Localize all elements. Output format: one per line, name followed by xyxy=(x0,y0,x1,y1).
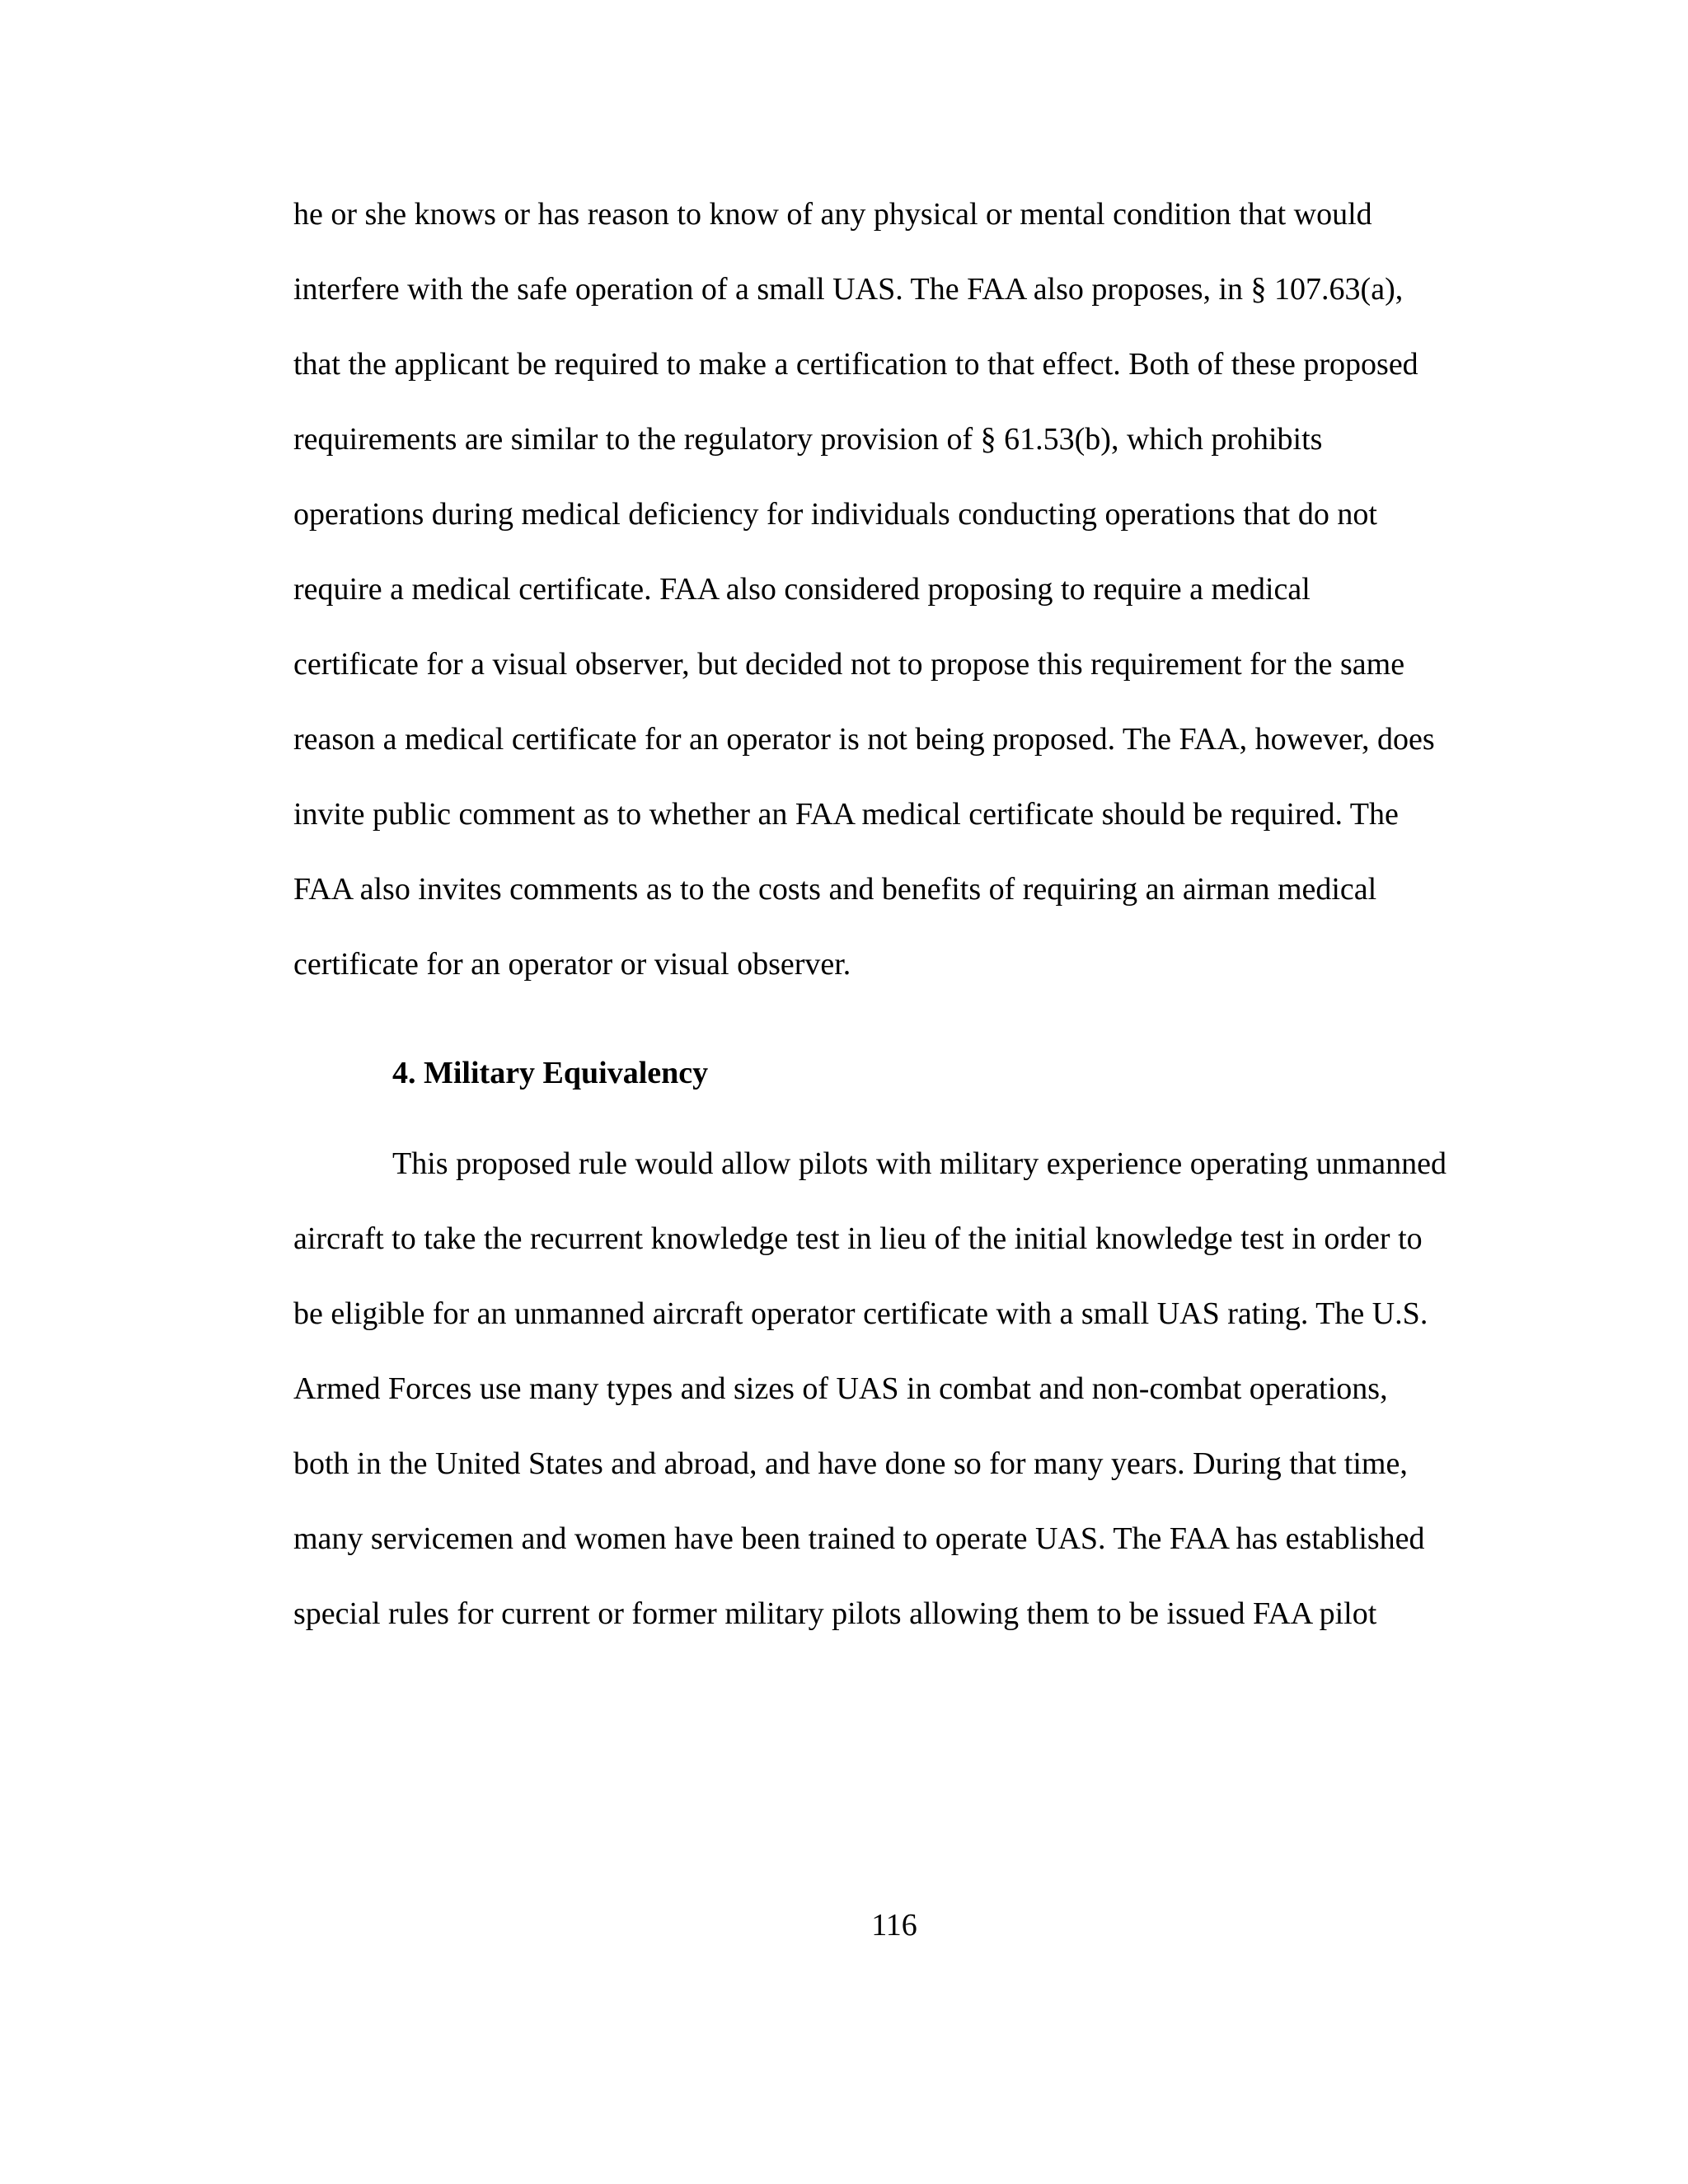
paragraph-line: certificate for an operator or visual observer. xyxy=(293,947,851,982)
paragraph-line: certificate for a visual observer, but decided not to propose this requirement for the same xyxy=(293,647,1405,682)
paragraph-line: Armed Forces use many types and sizes of UAS in combat and non-combat operations, xyxy=(293,1371,1388,1406)
paragraph-line: he or she knows or has reason to know of any physical or mental condition that would xyxy=(293,197,1372,232)
paragraph-line: aircraft to take the recurrent knowledge test in lieu of the initial knowledge test in order to xyxy=(293,1221,1423,1256)
paragraph-line: operations during medical deficiency for individuals conducting operations that do not xyxy=(293,497,1377,532)
paragraph-line: FAA also invites comments as to the costs and benefits of requiring an airman medical xyxy=(293,872,1377,907)
paragraph-line: This proposed rule would allow pilots with military experience operating unmanned xyxy=(392,1146,1447,1181)
paragraph-line: many servicemen and women have been trained to operate UAS. The FAA has established xyxy=(293,1521,1425,1556)
paragraph-line: reason a medical certificate for an operator is not being proposed. The FAA, however, does xyxy=(293,722,1435,757)
paragraph-line: requirements are similar to the regulatory provision of § 61.53(b), which prohibits xyxy=(293,422,1323,457)
paragraph-line: both in the United States and abroad, and have done so for many years. During that time, xyxy=(293,1446,1408,1481)
section-heading: 4. Military Equivalency xyxy=(392,1056,709,1090)
page-number: 116 xyxy=(871,1908,917,1943)
paragraph-line: interfere with the safe operation of a small UAS. The FAA also proposes, in § 107.63(a), xyxy=(293,272,1404,307)
paragraph-line: require a medical certificate. FAA also considered proposing to require a medical xyxy=(293,572,1311,607)
paragraph-line: be eligible for an unmanned aircraft operator certificate with a small UAS rating. The U.S. xyxy=(293,1296,1428,1331)
paragraph-line: invite public comment as to whether an FAA medical certificate should be required. The xyxy=(293,797,1399,832)
paragraph-line: special rules for current or former military pilots allowing them to be issued FAA pilot xyxy=(293,1596,1377,1631)
paragraph-line: that the applicant be required to make a certification to that effect. Both of these proposed xyxy=(293,347,1418,382)
